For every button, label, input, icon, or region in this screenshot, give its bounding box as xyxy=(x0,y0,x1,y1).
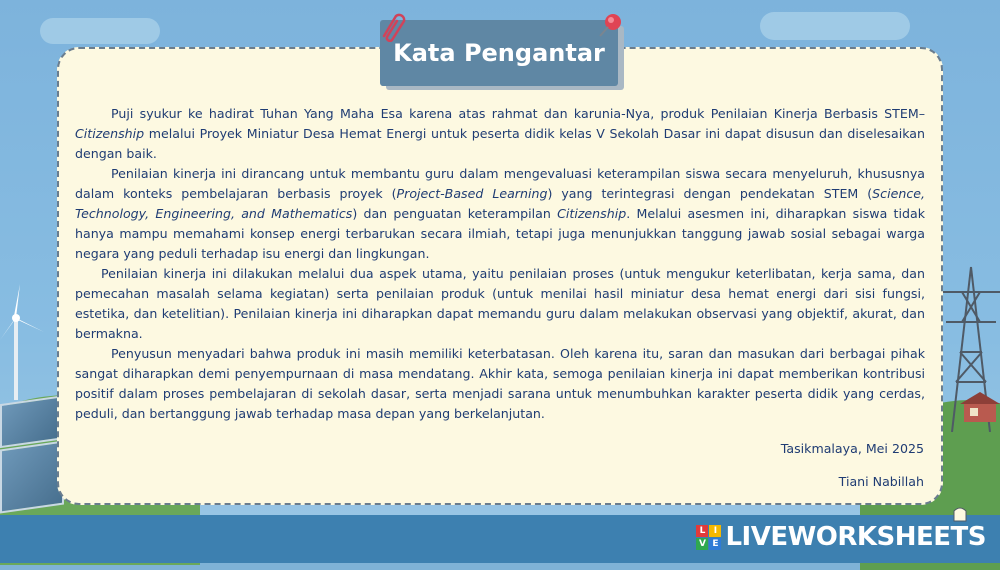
paragraph-2-text-c: ) dan penguatan keterampilan xyxy=(352,206,558,221)
paragraph-2-text-b: ) yang terintegrasi dengan pendekatan STEM ( xyxy=(547,186,873,201)
cloud xyxy=(760,12,910,40)
paragraph-4: Penyusun menyadari bahwa produk ini masih memiliki keterbatasan. Oleh karena itu, saran dan masukan dari berbagai pihak sangat diharapkan demi penyempurnaan di masa mendatang. Akhir kata, semoga penilaian kinerja ini dapat memberikan kontribusi positif dalam proses pembelajaran di sekolah dasar, serta menjadi sarana untuk menumbuhkan karakter peserta didik yang cerdas, peduli, dan bertanggung jawab terhadap masa depan yang berkelanjutan. xyxy=(75,346,925,421)
house-icon xyxy=(960,392,1000,422)
paragraph-1-text-b: melalui Proyek Miniatur Desa Hemat Energi untuk peserta didik kelas V Sekolah Dasar ini dapat disusun dan diselesaikan dengan baik. xyxy=(75,126,925,161)
liveworksheets-badge xyxy=(696,525,721,550)
paragraph-1 xyxy=(75,104,925,164)
title-box xyxy=(380,20,618,86)
place-date: Tasikmalaya, Mei 2025 xyxy=(780,441,924,456)
liveworksheets-wordmark: LIVEWORKSHEETS xyxy=(725,522,986,552)
wind-turbine-icon xyxy=(0,280,50,400)
paragraph-2 xyxy=(75,164,925,264)
author-name: Tiani Nabillah xyxy=(838,474,924,489)
paragraph-3: Penilaian kinerja ini dilakukan melalui dua aspek utama, yaitu penilaian proses (untuk mengukur keterlibatan, kerja sama, dan pemecahan masalah selama kegiatan) serta penilaian produk (untuk menilai hasil miniatur desa hemat energi dari sisi fungsi, estetika, dan ketelitian). Penilaian kinerja ini diharapkan dapat memandu guru dalam melakukan observasi yang objektif, akurat, dan bermakna. xyxy=(75,266,925,341)
badge-letter: V xyxy=(696,538,708,550)
paragraph-1-emphasis: Citizenship xyxy=(75,126,145,141)
paperclip-icon xyxy=(378,12,406,42)
paragraph-2-emphasis-1: Project-Based Learning xyxy=(396,186,548,201)
paragraph-2-emphasis-2: Science, Technology, Engineering, and Mathematics xyxy=(75,186,925,221)
liveworksheets-logo[interactable] xyxy=(696,522,986,552)
badge-letter: L xyxy=(696,525,708,537)
solar-panel-icon xyxy=(0,396,59,448)
paragraph-2-text-d: . Melalui asesmen ini, diharapkan siswa tidak hanya mampu memahami konsep energi terbarukan secara ilmiah, tetapi juga menunjukkan tanggung jawab sosial sebagai warga negara yang peduli terhadap isu energi dan lingkungan. xyxy=(75,206,925,261)
page-title: Kata Pengantar xyxy=(393,39,605,67)
badge-letter: E xyxy=(709,538,721,550)
page-curl-icon xyxy=(952,507,968,523)
paragraph-2-emphasis-3: Citizenship xyxy=(557,206,627,221)
paragraph-1-text-a: Puji syukur ke hadirat Tuhan Yang Maha Esa karena atas rahmat dan karunia-Nya, produk Penilaian Kinerja Berbasis STEM– xyxy=(111,106,925,121)
solar-panel-icon xyxy=(0,441,64,514)
paragraph-2-text-a: Penilaian kinerja ini dirancang untuk membantu guru dalam mengevaluasi keterampilan siswa secara menyeluruh, khususnya dalam konteks pembelajaran berbasis proyek ( xyxy=(75,166,925,201)
pushpin-icon xyxy=(596,12,624,40)
title-banner xyxy=(380,20,620,90)
cloud xyxy=(40,18,160,44)
badge-letter: I xyxy=(709,525,721,537)
letter-body xyxy=(75,104,925,424)
